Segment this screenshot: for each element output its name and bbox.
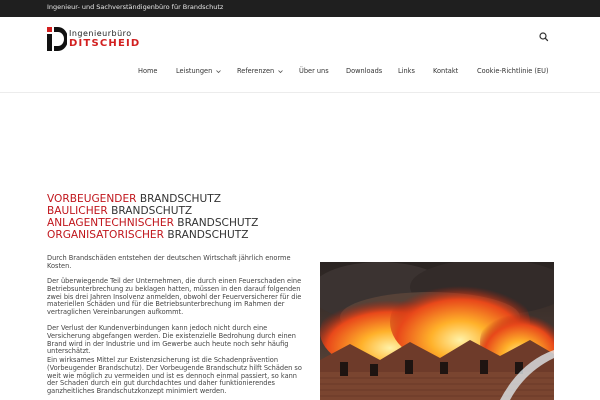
fire-photo bbox=[320, 262, 554, 400]
top-bar-tagline: Ingenieur- und Sachverständigenbüro für Brandschutz bbox=[47, 3, 224, 11]
headline-line bbox=[47, 193, 258, 205]
chevron-down-icon bbox=[216, 69, 221, 74]
nav-item-label: Kontakt bbox=[433, 67, 459, 75]
nav-item-label: Downloads bbox=[346, 67, 383, 75]
nav-item-label: Referenzen bbox=[237, 67, 275, 75]
headline-accent: ANLAGENTECHNISCHER bbox=[47, 217, 174, 229]
nav-item-label: Links bbox=[398, 67, 415, 75]
headline-accent: BAULICHER bbox=[47, 205, 108, 217]
nav-item-label: Leistungen bbox=[176, 67, 213, 75]
headline-line bbox=[47, 217, 258, 229]
headline-rest: BRANDSCHUTZ bbox=[173, 217, 259, 229]
headline-rest: BRANDSCHUTZ bbox=[107, 205, 193, 217]
search-icon bbox=[537, 30, 551, 44]
nav-item-label: Über uns bbox=[299, 67, 329, 75]
chevron-down-icon bbox=[278, 69, 283, 74]
fire-illustration bbox=[320, 262, 554, 400]
main-navigation bbox=[0, 67, 600, 81]
nav-item-kontakt[interactable] bbox=[433, 67, 458, 75]
intro-paragraph: Durch Brandschäden entstehen der deutschen Wirtschaft jährlich enorme Kosten. bbox=[47, 254, 291, 270]
nav-item-links[interactable] bbox=[398, 67, 415, 75]
customer-loss-paragraph: Der Verlust der Kundenverbindungen kann jedoch nicht durch eine Versicherung abgefangen werden. Die existenzielle Bedrohung durch einen Brand wird in der Industrie und im Gewerbe auch heute noch sehr häufig unterschätzt. bbox=[47, 324, 296, 356]
nav-item-downloads[interactable] bbox=[346, 67, 382, 75]
headline-line bbox=[47, 229, 258, 241]
site-header bbox=[0, 17, 600, 93]
headline-accent: VORBEUGENDER bbox=[47, 193, 137, 205]
nav-item-leistungen[interactable] bbox=[176, 67, 221, 75]
search-button[interactable] bbox=[537, 29, 551, 43]
insolvency-paragraph: Der überwiegende Teil der Unternehmen, die durch einen Feuerschaden eine Betriebsunterbrechung zu beklagen hatten, müssen in den darauf folgenden zwei bis drei Jahren Insolvenz anmelden, obwohl der Feuerversicherer für die materiellen Schäden und für die Betriebsunterbrechung im Rahmen der vertraglichen Vereinbarungen aufkommt. bbox=[47, 277, 302, 317]
headline-rest: BRANDSCHUTZ bbox=[164, 229, 249, 241]
nav-item-referenzen[interactable] bbox=[237, 67, 283, 75]
site-logo[interactable] bbox=[47, 27, 157, 53]
nav-item-ueber-uns[interactable] bbox=[299, 67, 329, 75]
top-bar bbox=[0, 0, 600, 17]
logo-text-brand: DITSCHEID bbox=[69, 38, 141, 49]
prevention-paragraph: Ein wirksames Mittel zur Existenzsicherung ist die Schadenprävention (Vorbeugender Brandschutz). Der Vorbeugende Brandschutz hilft Schäden so weit wie möglich zu vermeiden und ist es dennoch einmal passiert, so kann der Schaden durch ein gut durchdachtes und daher funktionierendes ganzheitliches Brandschutzkonzept minimiert werden. bbox=[47, 356, 302, 396]
logo-text-top: Ingenieurbüro bbox=[69, 29, 132, 38]
nav-item-home[interactable] bbox=[138, 67, 157, 75]
logo-mark-icon bbox=[47, 27, 67, 51]
nav-item-cookie-richtlinie[interactable] bbox=[477, 67, 549, 75]
services-headline bbox=[47, 193, 258, 241]
nav-item-label: Home bbox=[138, 67, 158, 75]
headline-rest: BRANDSCHUTZ bbox=[136, 193, 221, 205]
headline-line bbox=[47, 205, 258, 217]
headline-accent: ORGANISATORISCHER bbox=[47, 229, 164, 241]
nav-item-label: Cookie-Richtlinie (EU) bbox=[477, 67, 549, 75]
